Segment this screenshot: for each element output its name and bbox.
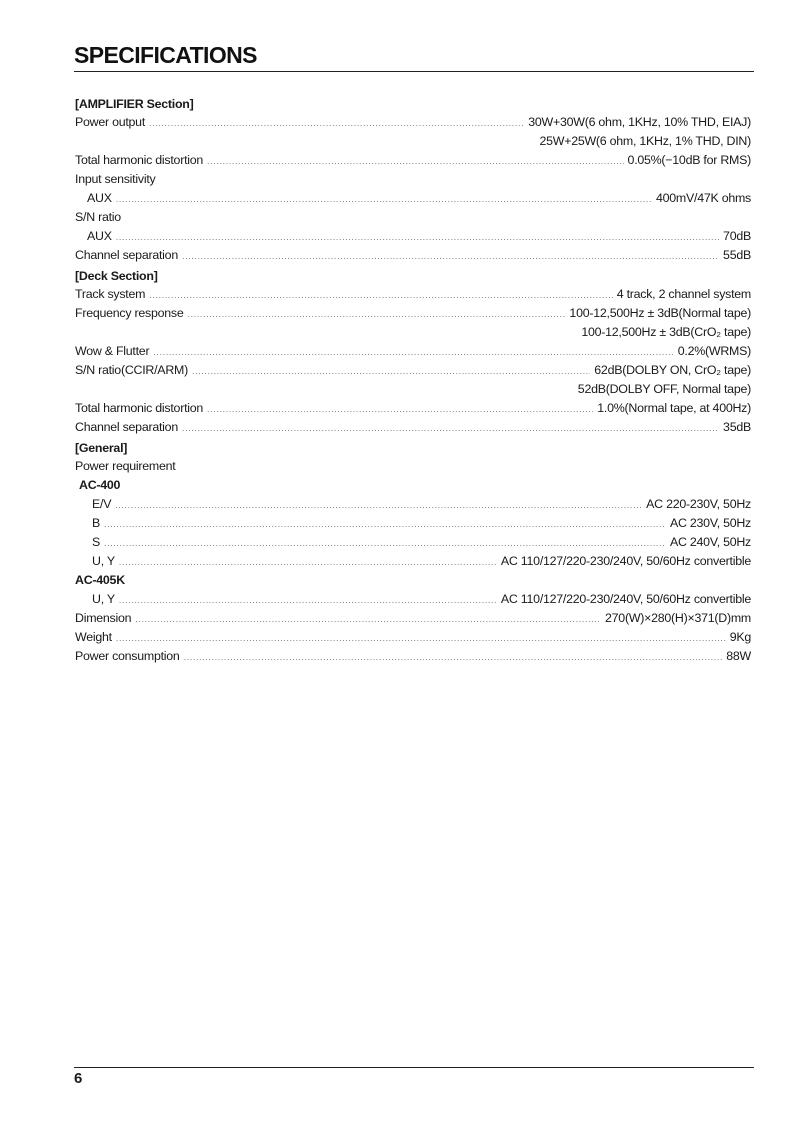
spec-row-continuation — [75, 380, 751, 399]
spec-row — [75, 628, 751, 647]
spec-value: 1.0%(Normal tape, at 400Hz) — [597, 401, 751, 415]
model-label: AC-405K — [75, 573, 125, 587]
spec-row — [75, 151, 751, 170]
spec-group-label — [75, 208, 751, 227]
spec-row — [75, 285, 751, 304]
spec-value: 400mV/47K ohms — [656, 191, 751, 205]
spec-label: AUX — [87, 191, 112, 205]
spec-row — [75, 399, 751, 418]
spec-value: 88W — [726, 649, 751, 663]
spec-label: B — [92, 516, 101, 530]
spec-row — [75, 304, 751, 323]
spec-value: 270(W)×280(H)×371(D)mm — [605, 611, 751, 625]
spec-group-label — [75, 457, 751, 476]
footer-rule — [74, 1067, 754, 1068]
dot-leader — [115, 496, 642, 515]
spec-label: Power output — [75, 115, 146, 129]
spec-value: 25W+25W(6 ohm, 1KHz, 1% THD, DIN) — [539, 134, 751, 148]
spec-value: 30W+30W(6 ohm, 1KHz, 10% THD, EIAJ) — [528, 115, 751, 129]
spec-row — [75, 533, 751, 552]
section-heading — [75, 93, 751, 113]
spec-row-continuation — [75, 132, 751, 151]
spec-label: Track system — [75, 287, 146, 301]
spec-value: 35dB — [723, 420, 751, 434]
spec-label: Channel separation — [75, 248, 178, 262]
model-heading — [75, 476, 751, 495]
spec-row — [75, 189, 751, 208]
spec-label: Frequency response — [75, 306, 184, 320]
spec-label: Weight — [75, 630, 112, 644]
spec-row — [75, 361, 751, 380]
spec-label: S — [92, 535, 101, 549]
spec-row — [75, 552, 751, 571]
specifications-list — [75, 93, 751, 666]
spec-value: 0.05%(−10dB for RMS) — [627, 153, 751, 167]
dot-leader — [184, 648, 723, 667]
dot-leader — [135, 610, 601, 629]
spec-label: Input sensitivity — [75, 172, 156, 186]
dot-leader — [182, 247, 719, 266]
section-heading-label: [AMPLIFIER Section] — [75, 97, 194, 111]
spec-label: AUX — [87, 229, 112, 243]
spec-label: E/V — [92, 497, 112, 511]
spec-row — [75, 418, 751, 437]
spec-row — [75, 246, 751, 265]
model-label: AC-400 — [79, 478, 121, 492]
page-title: SPECIFICATIONS — [74, 42, 257, 68]
spec-row — [75, 342, 751, 361]
spec-value: AC 110/127/220-230/240V, 50/60Hz convertible — [500, 554, 751, 568]
spec-label: Dimension — [75, 611, 132, 625]
dot-leader — [149, 114, 524, 133]
spec-label: U, Y — [92, 592, 115, 606]
dot-leader — [119, 553, 497, 572]
spec-row — [75, 227, 751, 246]
dot-leader — [119, 591, 497, 610]
model-heading — [75, 571, 751, 590]
spec-value: 55dB — [723, 248, 751, 262]
spec-value: AC 220-230V, 50Hz — [646, 497, 751, 511]
section-heading — [75, 437, 751, 457]
dot-leader — [116, 228, 719, 247]
spec-value: 62dB(DOLBY ON, CrO₂ tape) — [594, 363, 751, 377]
spec-value: 70dB — [723, 229, 751, 243]
spec-value: 4 track, 2 channel system — [616, 287, 751, 301]
spec-label: Total harmonic distortion — [75, 153, 204, 167]
dot-leader — [207, 152, 624, 171]
spec-row — [75, 514, 751, 533]
dot-leader — [182, 419, 719, 438]
spec-label: Channel separation — [75, 420, 178, 434]
spec-value: 52dB(DOLBY OFF, Normal tape) — [577, 382, 751, 396]
spec-value: 100-12,500Hz ± 3dB(Normal tape) — [569, 306, 751, 320]
spec-row — [75, 609, 751, 628]
dot-leader — [187, 305, 565, 324]
dot-leader — [116, 629, 726, 648]
header-rule — [74, 71, 754, 72]
spec-row — [75, 495, 751, 514]
spec-group-label — [75, 170, 751, 189]
spec-row-continuation — [75, 323, 751, 342]
section-heading-label: [Deck Section] — [75, 269, 158, 283]
dot-leader — [153, 343, 673, 362]
dot-leader — [207, 400, 593, 419]
spec-row — [75, 590, 751, 609]
dot-leader — [192, 362, 590, 381]
spec-label: S/N ratio — [75, 210, 121, 224]
section-heading-label: [General] — [75, 441, 128, 455]
spec-row — [75, 647, 751, 666]
spec-label: U, Y — [92, 554, 115, 568]
spec-label: Power requirement — [75, 459, 176, 473]
spec-row — [75, 113, 751, 132]
spec-value: 100-12,500Hz ± 3dB(CrO₂ tape) — [581, 325, 751, 339]
section-heading — [75, 265, 751, 285]
page-number: 6 — [74, 1070, 83, 1087]
dot-leader — [104, 534, 666, 553]
spec-label: S/N ratio(CCIR/ARM) — [75, 363, 188, 377]
spec-label: Power consumption — [75, 649, 180, 663]
dot-leader — [149, 286, 613, 305]
spec-value: 0.2%(WRMS) — [677, 344, 751, 358]
spec-value: AC 110/127/220-230/240V, 50/60Hz convertible — [500, 592, 751, 606]
spec-value: AC 240V, 50Hz — [669, 535, 751, 549]
spec-label: Wow & Flutter — [75, 344, 150, 358]
dot-leader — [104, 515, 666, 534]
spec-value: AC 230V, 50Hz — [669, 516, 751, 530]
spec-label: Total harmonic distortion — [75, 401, 204, 415]
spec-value: 9Kg — [729, 630, 751, 644]
dot-leader — [116, 190, 652, 209]
